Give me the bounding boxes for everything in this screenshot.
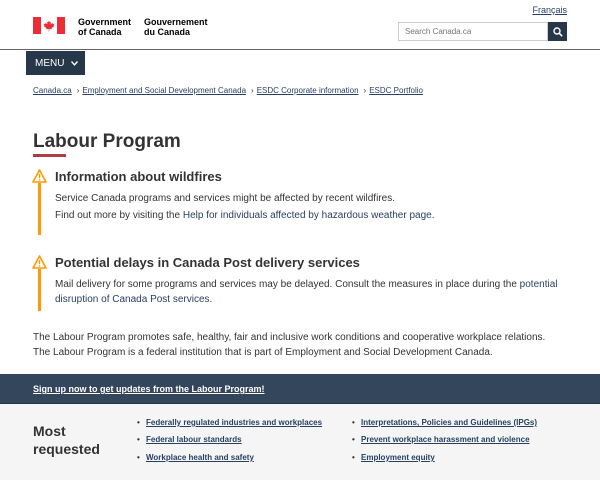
alert-canada-post-suffix: . <box>209 294 213 305</box>
link-interpretations-policies[interactable]: • Interpretations, Policies and Guidelines (IPGs) <box>361 418 537 427</box>
chevron-right-icon: › <box>76 86 80 95</box>
signup-link[interactable]: Sign up now to get updates from the Labour Program! <box>33 384 265 394</box>
site-header <box>0 0 600 50</box>
chevron-right-icon: › <box>251 86 254 95</box>
canada-post-disruption-link[interactable]: potential disruption of Canada Post services <box>55 279 558 305</box>
warning-icon <box>32 255 47 269</box>
signature-fr-line1: Gouvernement <box>144 17 208 27</box>
canada-flag-icon <box>33 17 65 34</box>
most-requested-title-line2: requested <box>33 441 100 457</box>
alert-wildfires-text: Service Canada programs and services might be affected by recent wildfires. <box>55 193 395 204</box>
alert-canada-post-prefix: Mail delivery for some programs and services may be delayed. Consult the measures in place during the <box>55 279 520 290</box>
most-requested-title <box>33 422 100 458</box>
signature-en <box>78 17 131 37</box>
breadcrumb-corporate-info[interactable]: ESDC Corporate information <box>256 86 359 95</box>
signature-en-line1: Government <box>78 17 132 27</box>
link-workplace-health-safety[interactable]: • Workplace health and safety <box>146 453 254 462</box>
search-input[interactable] <box>398 22 548 41</box>
page-title: Labour Program <box>33 131 181 152</box>
alert-wildfires-more <box>55 208 578 223</box>
chevron-right-icon: › <box>363 86 367 95</box>
signup-banner <box>0 374 600 404</box>
search-form <box>398 22 567 41</box>
most-requested-title-line1: Most <box>33 423 66 439</box>
signature-fr-line2: du Canada <box>144 27 191 37</box>
language-toggle-link[interactable]: Français <box>532 5 567 15</box>
hazardous-weather-link[interactable]: Help for individuals affected by hazardous weather page <box>182 210 432 221</box>
alert-canada-post <box>38 255 578 311</box>
warning-icon <box>32 169 47 183</box>
link-federal-labour-standards[interactable]: • Federal labour standards <box>146 435 242 444</box>
signature-en-line2: of Canada <box>78 27 122 37</box>
search-button[interactable] <box>548 22 567 41</box>
signature-fr <box>144 17 208 37</box>
government-signature[interactable] <box>33 17 221 37</box>
alert-canada-post-heading: Potential delays in Canada Post delivery services <box>55 255 360 270</box>
most-requested-section <box>0 404 600 480</box>
link-federally-regulated-industries[interactable]: • Federally regulated industries and workplaces <box>146 418 322 427</box>
alert-wildfires <box>38 169 578 235</box>
chevron-down-icon <box>71 61 78 66</box>
search-icon <box>553 27 563 37</box>
alert-wildfires-heading: Information about wildfires <box>55 169 222 184</box>
menu-button[interactable] <box>26 51 85 75</box>
menu-label: MENU <box>35 57 65 69</box>
breadcrumb-portfolio[interactable]: ESDC Portfolio <box>369 86 423 95</box>
link-prevent-harassment[interactable]: • Prevent workplace harassment and violence <box>361 435 530 444</box>
alert-wildfires-more-suffix: . <box>431 210 435 221</box>
link-employment-equity[interactable]: • Employment equity <box>361 453 435 462</box>
alert-canada-post-text <box>55 277 578 307</box>
intro-paragraph: The Labour Program promotes safe, healthy, fair and inclusive work conditions and cooperative workplace relations. The Labour Program is a federal institution that is part of Employment and Social Development Canada. <box>33 332 546 358</box>
breadcrumb-canada[interactable]: Canada.ca <box>33 86 72 95</box>
breadcrumb-esdc[interactable]: Employment and Social Development Canada <box>82 86 247 95</box>
alert-wildfires-more-prefix: Find out more by visiting the <box>55 210 183 221</box>
breadcrumb <box>33 86 423 95</box>
title-underline <box>33 154 66 157</box>
